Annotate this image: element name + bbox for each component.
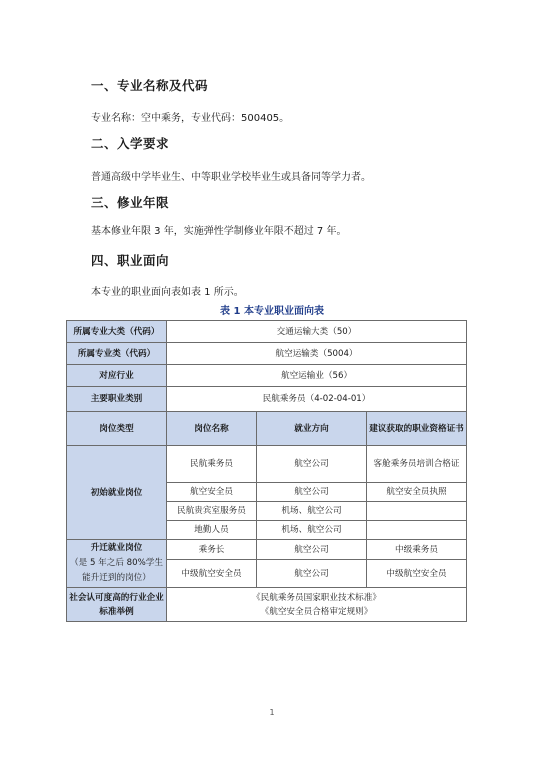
job-direction: 航空公司: [257, 540, 367, 560]
job-direction: 航空公司: [257, 446, 367, 483]
info-label: 所属专业大类（代码）: [67, 321, 167, 343]
promotion-note: （是 5 年之后 80%学生能升迁到的岗位）: [70, 558, 163, 583]
column-header: 岗位类型: [67, 412, 167, 446]
job-name: 地勤人员: [167, 521, 257, 540]
info-label: 主要职业类别: [67, 387, 167, 412]
job-name: 中级航空安全员: [167, 560, 257, 588]
table-row: [67, 321, 467, 343]
section-heading-4: 四、职业面向: [91, 253, 170, 268]
table-header-row: [67, 412, 467, 446]
standards-label: 社会认可度高的行业企业标准举例: [67, 588, 167, 622]
job-certificate: 客舱乘务员培训合格证: [367, 446, 467, 483]
job-name: 乘务长: [167, 540, 257, 560]
section-heading-3: 三、修业年限: [91, 195, 170, 210]
job-direction: 机场、航空公司: [257, 521, 367, 540]
table-row: [67, 387, 467, 412]
table-row: [67, 343, 467, 365]
column-header: 就业方向: [257, 412, 367, 446]
page-number: 1: [269, 708, 275, 717]
standards-list: [167, 588, 467, 622]
info-value: 航空运输业（56）: [167, 365, 467, 387]
info-value: 航空运输类（5004）: [167, 343, 467, 365]
job-certificate: 航空安全员执照: [367, 483, 467, 502]
section-heading-2: 二、入学要求: [91, 136, 170, 151]
info-value: 交通运输大类（50）: [167, 321, 467, 343]
info-value: 民航乘务员（4-02-04-01）: [167, 387, 467, 412]
job-direction: 航空公司: [257, 560, 367, 588]
promotion-type-label: 升迁就业岗位: [90, 543, 143, 553]
info-label: 对应行业: [67, 365, 167, 387]
table-row: [67, 446, 467, 483]
section-heading-1: 一、专业名称及代码: [91, 78, 209, 93]
career-table: [66, 320, 467, 622]
job-direction: 航空公司: [257, 483, 367, 502]
info-label: 所属专业类（代码）: [67, 343, 167, 365]
section-text-3: 基本修业年限 3 年，实施弹性学制修业年限不超过 7 年。: [91, 226, 347, 237]
column-header: 建议获取的职业资格证书: [367, 412, 467, 446]
initial-job-type: 初始就业岗位: [67, 446, 167, 540]
table-caption: 表 1 本专业职业面向表: [220, 306, 324, 317]
job-name: 民航贵宾室服务员: [167, 502, 257, 521]
section-text-2: 普通高级中学毕业生、中等职业学校毕业生或具备同等学力者。: [91, 172, 371, 183]
standard-item: 《民航乘务员国家职业技术标准》: [252, 592, 381, 603]
promotion-job-type: [67, 540, 167, 588]
table-row: [67, 540, 467, 560]
table-row: [67, 365, 467, 387]
job-name: 航空安全员: [167, 483, 257, 502]
standard-item: 《航空安全员合格审定规则》: [260, 606, 373, 617]
job-certificate: 中级航空安全员: [367, 560, 467, 588]
column-header: 岗位名称: [167, 412, 257, 446]
job-certificate: [367, 521, 467, 540]
table-row: [67, 588, 467, 622]
job-certificate: [367, 502, 467, 521]
section-text-4: 本专业的职业面向表如表 1 所示。: [91, 287, 244, 298]
section-text-1: 专业名称：空中乘务，专业代码：500405。: [91, 113, 290, 124]
job-certificate: 中级乘务员: [367, 540, 467, 560]
job-direction: 机场、航空公司: [257, 502, 367, 521]
job-name: 民航乘务员: [167, 446, 257, 483]
